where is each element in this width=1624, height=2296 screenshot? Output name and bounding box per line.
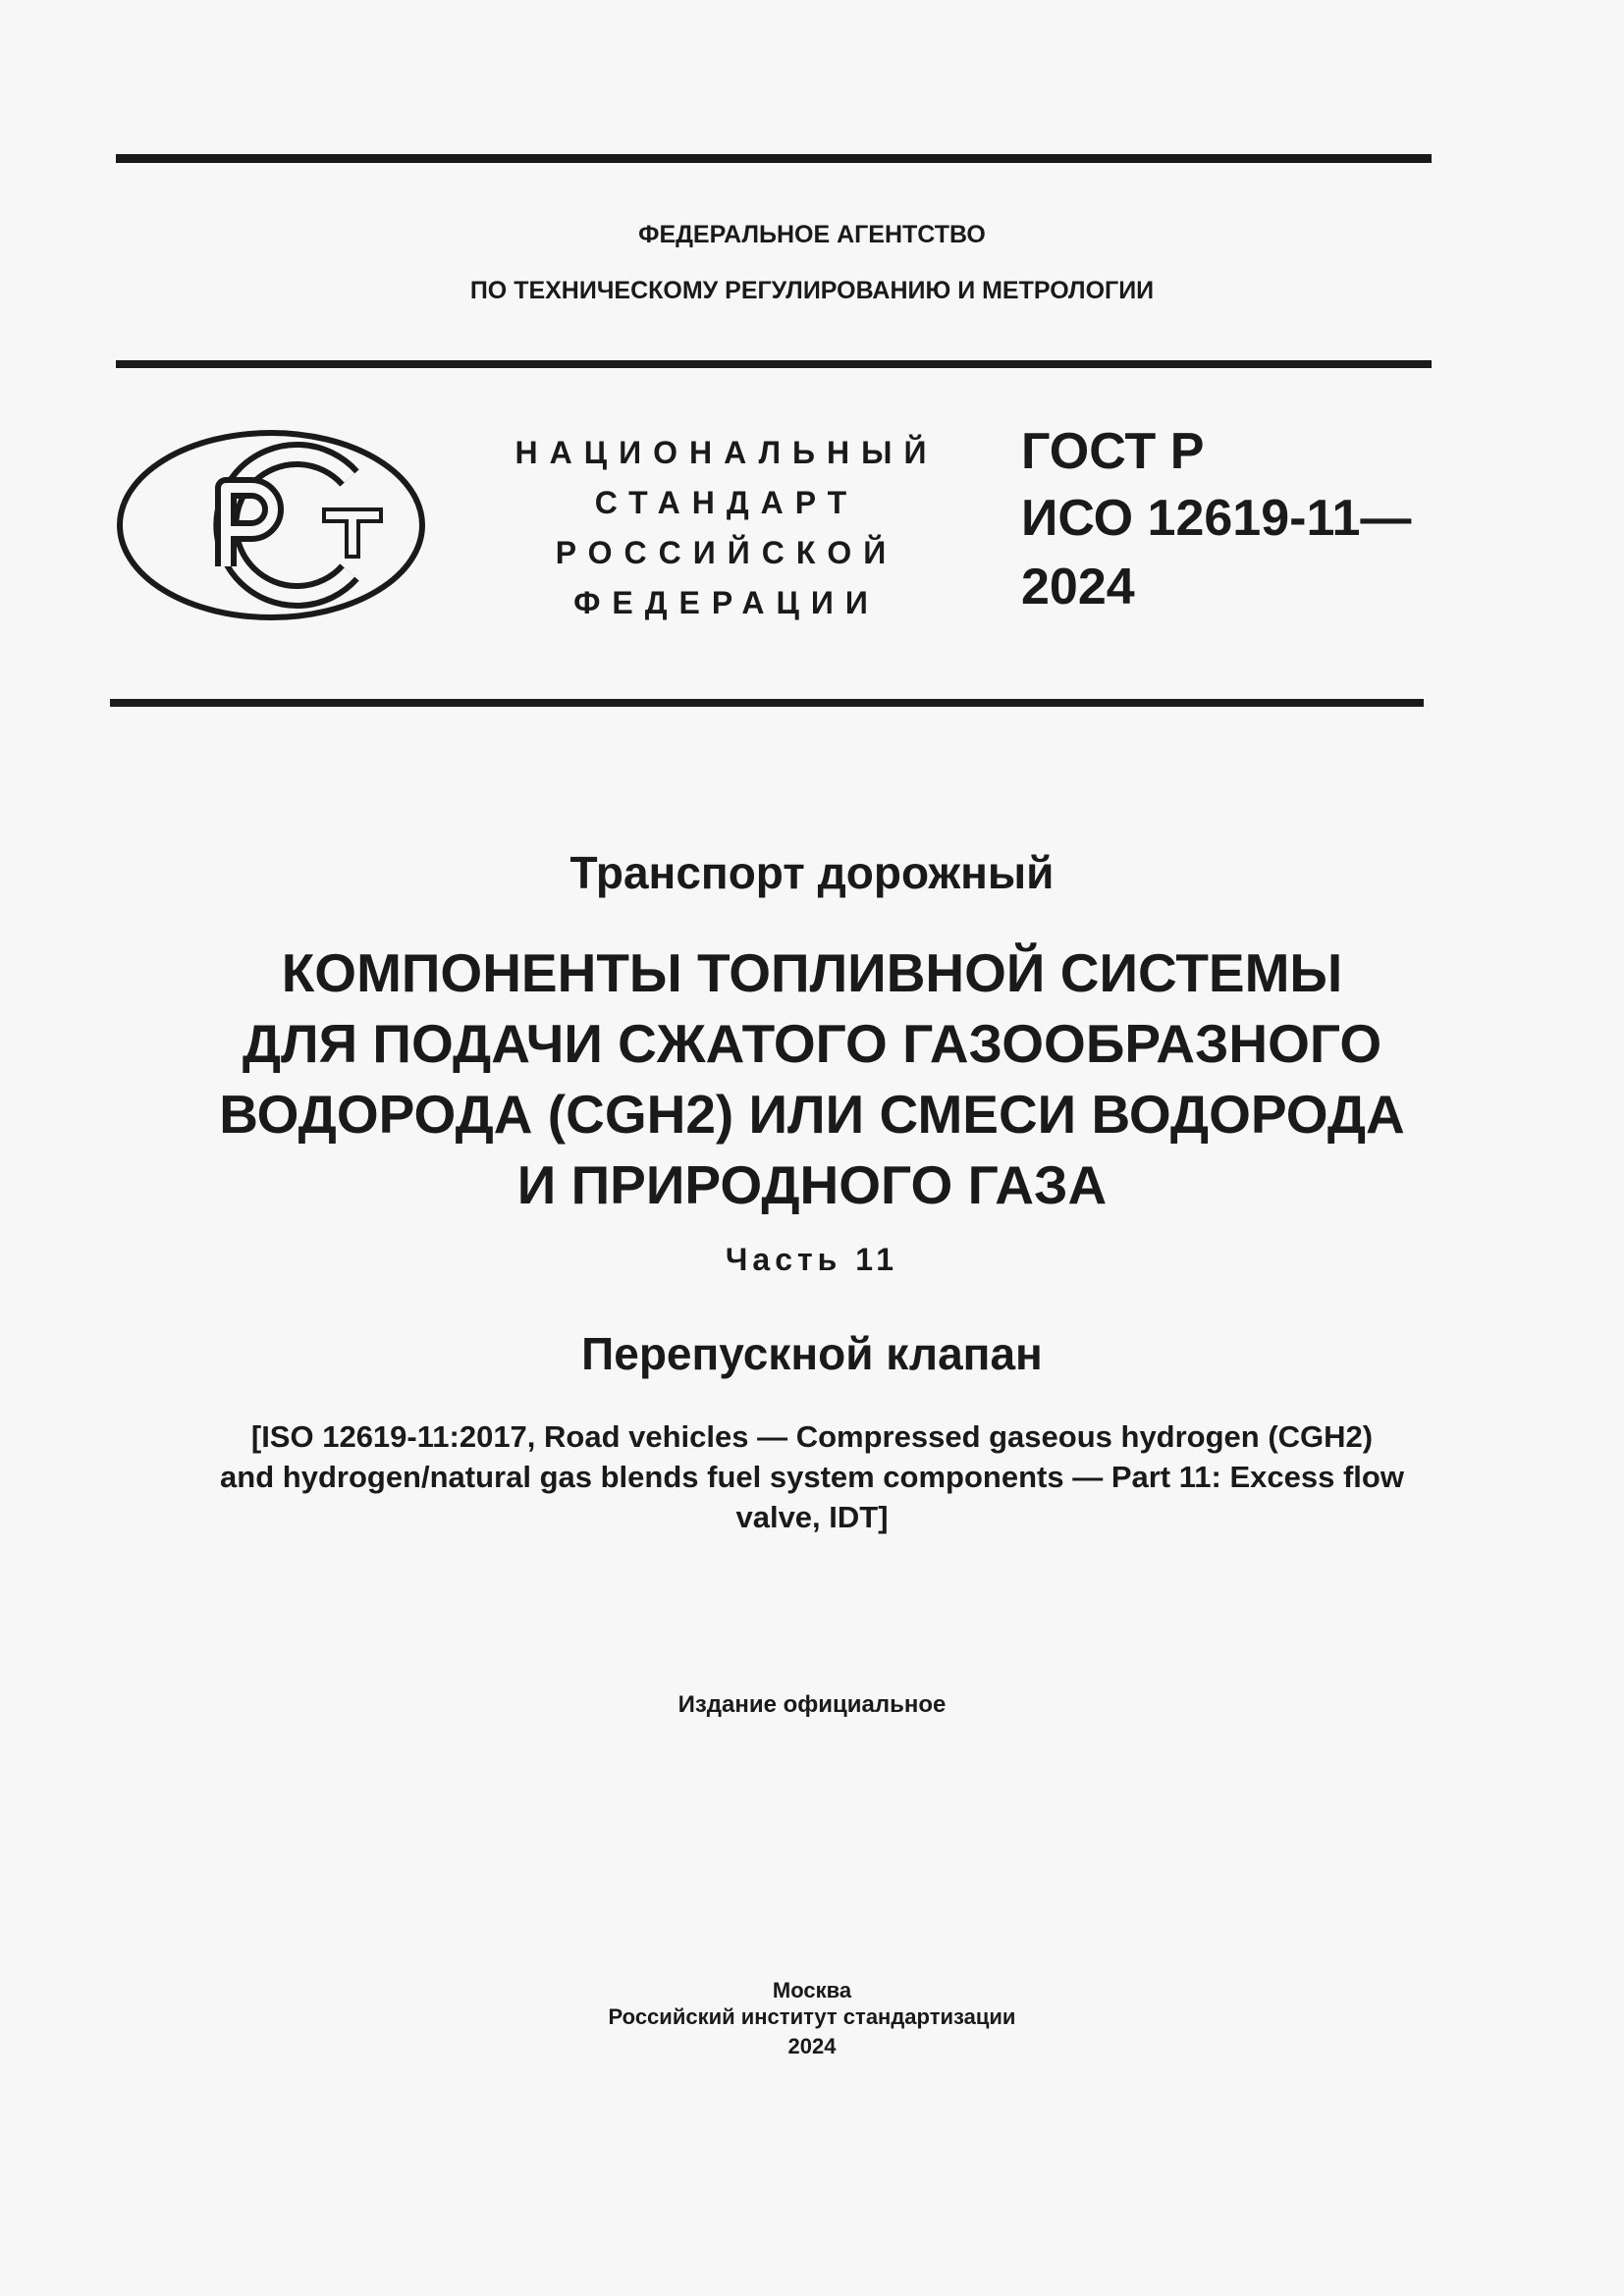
publisher-city: Москва bbox=[772, 1978, 852, 2002]
iso-reference-line-3: valve, IDT] bbox=[735, 1500, 889, 1534]
part-number: Часть 11 bbox=[725, 1242, 899, 1277]
rst-emblem-icon bbox=[116, 429, 426, 621]
publisher-name: Российский институт стандартизации bbox=[608, 2004, 1016, 2029]
title-line-4: И ПРИРОДНОГО ГАЗА bbox=[516, 1154, 1108, 1215]
edition-label: Издание официальное bbox=[677, 1691, 947, 1718]
iso-reference-line-1: [ISO 12619-11:2017, Road vehicles — Compressed gaseous hydrogen (CGH2) bbox=[250, 1419, 1374, 1454]
agency-line-2: ПО ТЕХНИЧЕСКОМУ РЕГУЛИРОВАНИЮ И МЕТРОЛОГИИ bbox=[469, 277, 1155, 304]
national-standard-line-2: СТАНДАРТ bbox=[594, 485, 859, 520]
title-line-2: ДЛЯ ПОДАЧИ СЖАТОГО ГАЗООБРАЗНОГО bbox=[242, 1013, 1382, 1074]
designation-line-1: ГОСТ Р bbox=[1021, 423, 1205, 480]
agency-rule bbox=[116, 360, 1432, 368]
designation-line-3: 2024 bbox=[1021, 559, 1135, 615]
iso-reference-line-2: and hydrogen/natural gas blends fuel system components — Part 11: Excess flow bbox=[220, 1460, 1404, 1494]
publisher-year: 2024 bbox=[787, 2034, 837, 2058]
title-line-1: КОМПОНЕНТЫ ТОПЛИВНОЙ СИСТЕМЫ bbox=[281, 942, 1343, 1003]
top-rule bbox=[116, 154, 1432, 163]
national-standard-line-3: РОССИЙСКОЙ bbox=[555, 535, 898, 570]
document-subtitle: Транспорт дорожный bbox=[569, 847, 1055, 898]
designation-line-2: ИСО 12619-11— bbox=[1021, 490, 1412, 547]
title-line-3: ВОДОРОДА (CGH2) ИЛИ СМЕСИ ВОДОРОДА bbox=[219, 1084, 1405, 1145]
national-standard-line-1: НАЦИОНАЛЬНЫЙ bbox=[514, 435, 939, 470]
national-standard-line-4: ФЕДЕРАЦИИ bbox=[573, 585, 880, 620]
part-title: Перепускной клапан bbox=[581, 1328, 1043, 1379]
agency-line-1: ФЕДЕРАЛЬНОЕ АГЕНТСТВО bbox=[638, 221, 986, 248]
header-bottom-rule bbox=[110, 699, 1424, 707]
